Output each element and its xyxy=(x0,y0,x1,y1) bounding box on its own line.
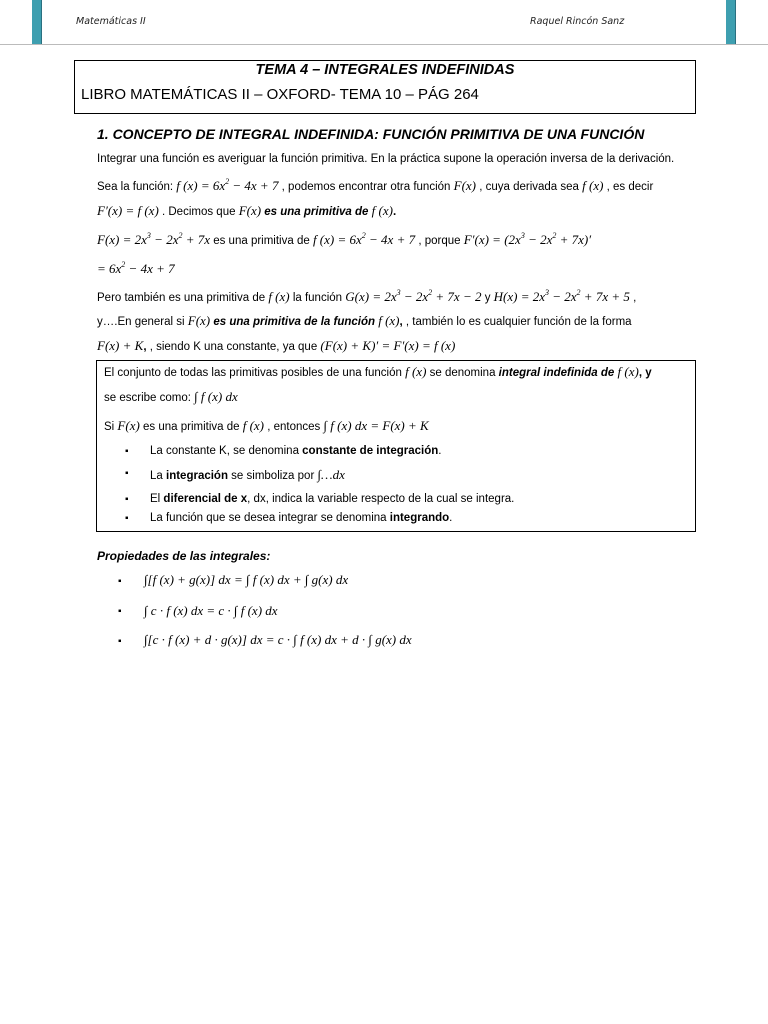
section-heading: 1. CONCEPTO DE INTEGRAL INDEFINIDA: FUNCIÓN PRIMITIVA DE UNA FUNCIÓN xyxy=(97,126,645,142)
text-run-bold: diferencial de x xyxy=(163,493,248,505)
bullet-icon: ▪ xyxy=(125,494,129,505)
text-run: se simboliza por xyxy=(227,470,318,482)
header-divider xyxy=(0,44,768,45)
formula: F(x) xyxy=(187,313,211,328)
formula: ∫ f (x) dx xyxy=(194,389,238,404)
formula: F(x) xyxy=(117,418,140,433)
bullet-icon: ▪ xyxy=(118,576,122,587)
formula: f (x) xyxy=(405,364,427,379)
text-run: , porque xyxy=(418,235,464,247)
formula: F(x) xyxy=(238,203,262,218)
text-run: Sea la función: xyxy=(97,181,177,193)
bullet-icon: ▪ xyxy=(118,636,122,647)
text-run: , entonces xyxy=(267,421,324,433)
paragraph-other-primitives: Pero también es una primitiva de f (x) la función $G(x) = 2x^3 - 2x^2 + 7x - 2$ y $H(x) = 2x^3 - 2x^2 + 7x + 5$ , xyxy=(97,288,637,304)
header-accent-bar-left xyxy=(32,0,42,44)
text-run: se denomina xyxy=(429,367,499,379)
bullet-item xyxy=(150,493,514,505)
formula: ∫…dx xyxy=(317,467,345,482)
bullet-icon: ▪ xyxy=(125,446,129,457)
text-run-bold: integrando xyxy=(389,512,450,524)
text-run: y….En general si xyxy=(97,316,188,328)
formula: f (x) xyxy=(371,203,393,218)
text-run: , cuya derivada sea xyxy=(479,181,583,193)
text-run: , es decir xyxy=(606,181,654,193)
text-run: , dx, indica la variable respecto de la cual se integra. xyxy=(247,493,515,505)
bullet-icon: ▪ xyxy=(125,513,129,524)
paragraph-intro: Integrar una función es averiguar la función primitiva. En la práctica supone la operación inversa de la derivación. xyxy=(97,153,675,165)
header-right-text: Raquel Rincón Sanz xyxy=(530,16,625,27)
text-run: La función que se desea integrar se denomina xyxy=(150,512,390,524)
text-run: Si xyxy=(104,421,118,433)
text-run: La constante K, se denomina xyxy=(150,445,303,457)
formula: f (x) xyxy=(242,418,265,433)
text-run: , podemos encontrar otra función xyxy=(281,181,454,193)
paragraph-example-primitive xyxy=(97,231,591,248)
bullet-icon: ▪ xyxy=(118,606,122,617)
text-run: , y xyxy=(638,367,652,379)
text-run: El xyxy=(150,493,164,505)
formula: $G(x) = 2x^3 - 2x^2 + 7x - 2$ xyxy=(345,288,482,304)
formula: (F(x) + K)′ = F′(x) = f (x) xyxy=(320,338,456,353)
text-run: es una primitiva de xyxy=(143,421,243,433)
text-run-bold: es una primitiva de xyxy=(264,206,372,218)
formula: f (x) xyxy=(617,364,639,379)
paragraph-function xyxy=(97,177,653,194)
bullet-item xyxy=(150,445,441,457)
text-run-bold: integral indefinida de xyxy=(498,367,618,379)
property-linearity: ∫[c · f (x) + d · g(x)] dx = c · ∫ f (x) dx + d · ∫ g(x) dx xyxy=(144,632,412,647)
formula: f (x) xyxy=(268,289,290,304)
formula: $F'(x) = (2x^3 - 2x^2 + 7x)'$ xyxy=(463,231,592,247)
title-box xyxy=(74,60,696,114)
text-run-bold: constante de integración xyxy=(302,445,439,457)
bullet-icon: ▪ xyxy=(125,468,129,479)
property-sum: ∫[f (x) + g(x)] dx = ∫ f (x) dx + ∫ g(x) dx xyxy=(144,572,349,587)
definition-line-2 xyxy=(104,389,238,405)
formula: f (x) xyxy=(378,313,400,328)
formula: f $(x) = 6x^2 - 4x + 7$ xyxy=(176,177,279,193)
properties-title: Propiedades de las integrales: xyxy=(97,549,271,563)
formula: ∫ f (x) dx = F(x) + K xyxy=(323,418,429,433)
text-run: y xyxy=(484,292,494,304)
definition-line-1 xyxy=(104,364,652,380)
text-run: la función xyxy=(292,292,346,304)
formula: = $6x^2 - 4x + 7$ xyxy=(97,260,175,276)
bullet-item xyxy=(150,512,452,524)
definition-line-3 xyxy=(104,418,429,434)
text-run-bold: es una primitiva de la función xyxy=(213,316,379,328)
paragraph-example-result xyxy=(97,260,175,277)
formula: F′(x) = f (x) xyxy=(97,203,159,218)
text-run: Pero también es una primitiva de xyxy=(97,292,269,304)
text-run-bold: integración xyxy=(166,470,228,482)
text-run: , siendo K una constante, ya que xyxy=(149,341,321,353)
book-reference: LIBRO MATEMÁTICAS II – OXFORD- TEMA 10 – PÁG 264 xyxy=(81,86,479,103)
page-title: TEMA 4 – INTEGRALES INDEFINIDAS xyxy=(255,62,515,78)
text-run: . Decimos que xyxy=(161,206,239,218)
header-accent-bar-right xyxy=(726,0,736,44)
text-run: El conjunto de todas las primitivas posibles de una función xyxy=(104,367,406,379)
formula: f $(x) = 6x^2 - 4x + 7$ xyxy=(312,231,416,247)
formula: F(x) + K xyxy=(97,338,144,353)
paragraph-derivative: F′(x) = f (x) . Decimos que F(x) es una primitiva de f (x). xyxy=(97,203,397,218)
bullet-item xyxy=(150,467,345,483)
text-run: . xyxy=(438,445,442,457)
paragraph-constant: F(x) + K, , siendo K una constante, ya que (F(x) + K)′ = F′(x) = f (x) xyxy=(97,338,456,353)
formula: $H(x) = 2x^3 - 2x^2 + 7x + 5$ xyxy=(493,288,630,304)
formula: F(x) xyxy=(453,178,476,193)
paragraph-general: y….En general si F(x) es una primitiva de la función f (x), , también lo es cualquier función de la forma xyxy=(97,313,632,328)
formula: $F(x) = 2x^3 - 2x^2 + 7x$ xyxy=(97,231,211,247)
text-run: , también lo es cualquier función de la forma xyxy=(405,316,632,328)
text-run: . xyxy=(449,512,453,524)
formula: f (x) xyxy=(582,178,604,193)
text-run: es una primitiva de xyxy=(213,235,313,247)
text-run: se escribe como: xyxy=(104,392,195,404)
property-constant: ∫ c · f (x) dx = c · ∫ f (x) dx xyxy=(144,603,278,618)
header-left-text: Matemáticas II xyxy=(76,16,146,27)
text-run: La xyxy=(150,470,166,482)
